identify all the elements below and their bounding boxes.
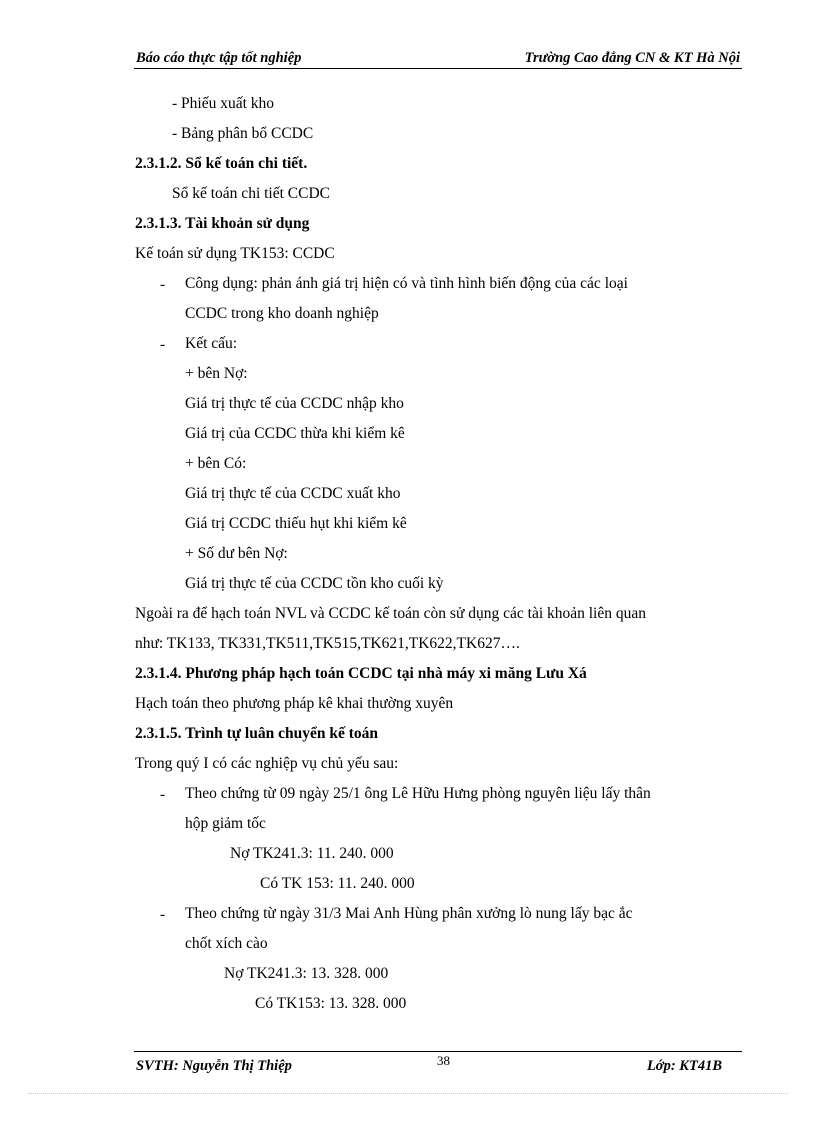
text-line: Giá trị thực tế của CCDC nhập kho [185, 395, 404, 412]
text-line: + bên Nợ: [185, 365, 248, 382]
text-line: như: TK133, TK331,TK511,TK515,TK621,TK622,TK627…. [135, 635, 520, 652]
section-heading: 2.3.1.5. Trình tự luân chuyển kế toán [135, 725, 378, 742]
page-number: 38 [437, 1053, 450, 1068]
bullet-text: hộp giảm tốc [185, 815, 266, 832]
journal-entry: Có TK 153: 11. 240. 000 [260, 875, 415, 892]
text-line: Giá trị thực tế của CCDC tồn kho cuối kỳ [185, 575, 444, 592]
journal-entry: Nợ TK241.3: 13. 328. 000 [224, 965, 389, 982]
bullet-dash: - [160, 276, 166, 293]
bullet-dash: - [160, 786, 166, 803]
header-title-left: Báo cáo thực tập tốt nghiệp [136, 50, 302, 66]
text-line: - Bảng phân bổ CCDC [172, 125, 314, 142]
bullet-dash: - [160, 906, 166, 923]
bullet-text: CCDC trong kho doanh nghiệp [185, 305, 379, 322]
text-line: Hạch toán theo phương pháp kê khai thường xuyên [135, 695, 454, 712]
section-heading: 2.3.1.4. Phương pháp hạch toán CCDC tại nhà máy xi măng Lưu Xá [135, 665, 587, 682]
text-line: Giá trị của CCDC thừa khi kiểm kê [185, 425, 405, 442]
journal-entry: Có TK153: 13. 328. 000 [255, 995, 407, 1012]
page-edge-dotted-line [28, 1093, 788, 1094]
header-rule [134, 68, 742, 69]
text-line: Kế toán sử dụng TK153: CCDC [135, 245, 335, 262]
text-line: Giá trị CCDC thiếu hụt khi kiểm kê [185, 515, 407, 532]
bullet-text: chốt xích cào [185, 935, 268, 952]
text-line: - Phiếu xuất kho [172, 95, 275, 112]
section-heading: 2.3.1.3. Tài khoản sử dụng [135, 215, 310, 232]
footer-author: SVTH: Nguyễn Thị Thiệp [136, 1058, 292, 1074]
section-heading: 2.3.1.2. Sổ kế toán chi tiết. [135, 155, 308, 172]
text-line: + bên Có: [185, 455, 247, 472]
bullet-text: Công dụng: phản ánh giá trị hiện có và tình hình biến động của các loại [185, 275, 628, 292]
footer-rule [134, 1051, 742, 1052]
text-line: Ngoài ra để hạch toán NVL và CCDC kế toán còn sử dụng các tài khoản liên quan [135, 605, 647, 622]
bullet-text: Theo chứng từ 09 ngày 25/1 ông Lê Hữu Hưng phòng nguyên liệu lấy thân [185, 785, 651, 802]
footer-class: Lớp: KT41B [646, 1058, 722, 1074]
text-line: Sổ kế toán chi tiết CCDC [172, 185, 331, 202]
bullet-dash: - [160, 336, 166, 353]
text-line: Giá trị thực tế của CCDC xuất kho [185, 485, 401, 502]
header-title-right: Trường Cao đẳng CN & KT Hà Nội [524, 50, 740, 66]
journal-entry: Nợ TK241.3: 11. 240. 000 [230, 845, 394, 862]
text-line: Trong quý I có các nghiệp vụ chủ yếu sau: [135, 755, 399, 772]
bullet-text: Kết cấu: [185, 335, 238, 352]
bullet-text: Theo chứng từ ngày 31/3 Mai Anh Hùng phân xưởng lò nung lấy bạc ắc [185, 905, 633, 922]
text-line: + Số dư bên Nợ: [185, 545, 288, 562]
